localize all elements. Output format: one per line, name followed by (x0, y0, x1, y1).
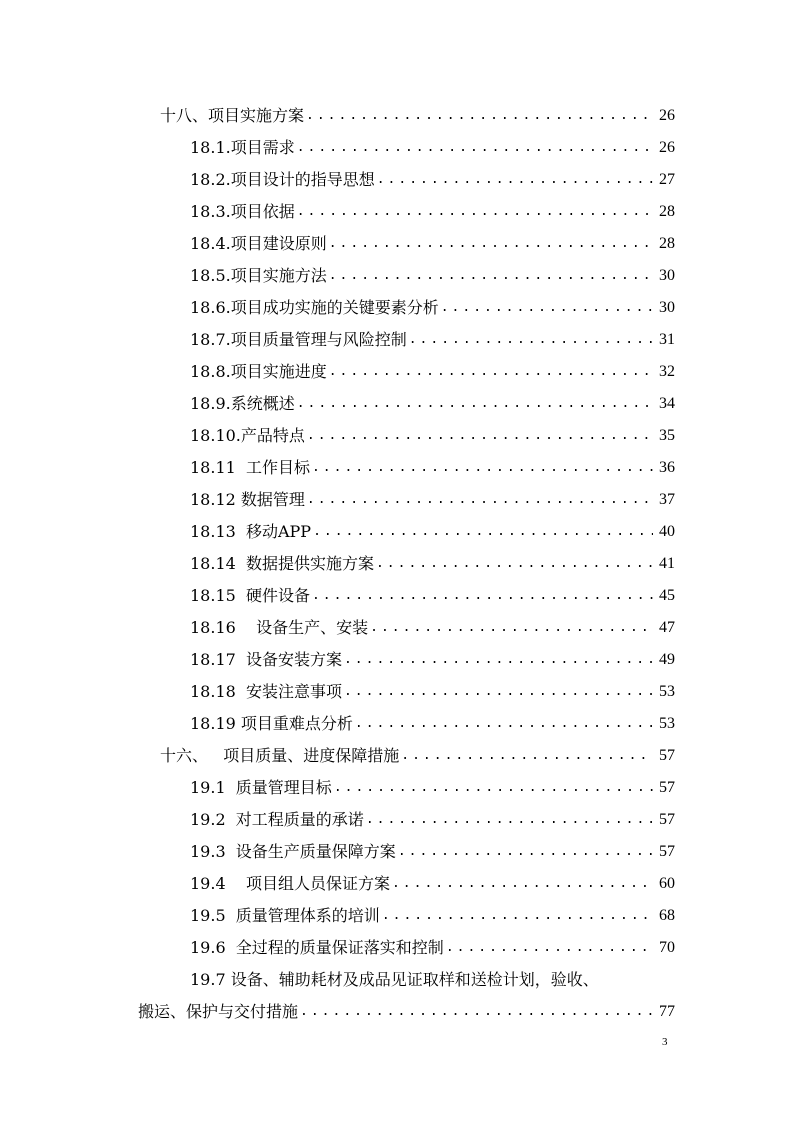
toc-entry[interactable] (160, 740, 675, 772)
toc-leader-dots (409, 324, 653, 356)
toc-entry[interactable] (190, 804, 675, 836)
toc-entry-label: 18.10.产品特点 (190, 426, 305, 445)
toc-entry-page: 68 (659, 907, 675, 924)
toc-leader-dots (297, 388, 653, 420)
toc-leader-dots (401, 740, 653, 772)
toc-entry-label: 18.14 数据提供实施方案 (190, 554, 374, 573)
toc-entry-page: 34 (659, 395, 675, 412)
toc-entry-page: 53 (659, 683, 675, 700)
toc-leader-dots (366, 804, 653, 836)
toc-entry-label: 18.4.项目建设原则 (190, 234, 327, 253)
toc-entry[interactable] (190, 164, 675, 196)
toc-entry-label: 19.3 设备生产质量保障方案 (190, 842, 396, 861)
toc-leader-dots (313, 516, 653, 548)
page-number: 3 (662, 1036, 668, 1048)
toc-entry[interactable] (190, 932, 675, 964)
toc-entry-page: 35 (659, 427, 675, 444)
toc-leader-dots (441, 292, 653, 324)
toc-entry[interactable] (190, 228, 675, 260)
toc-entry-page: 45 (659, 587, 675, 604)
toc-entry-page: 57 (659, 811, 675, 828)
toc-entry-label: 18.15 硬件设备 (190, 586, 310, 605)
toc-entry-label: 18.5.项目实施方法 (190, 266, 327, 285)
toc-entry[interactable] (190, 484, 675, 516)
toc-entry-label: 18.13 移动APP (190, 522, 312, 541)
toc-entry-label: 18.16 设备生产、安装 (190, 618, 369, 637)
toc-entry[interactable] (190, 644, 675, 676)
toc-entry[interactable] (190, 292, 675, 324)
toc-entry[interactable] (190, 708, 675, 740)
toc-leader-dots (307, 420, 653, 452)
toc-entry-label: 18.19 项目重难点分析 (190, 714, 353, 733)
toc-entry[interactable] (190, 772, 675, 804)
toc-leader-dots (355, 708, 653, 740)
toc-entry-page: 28 (659, 203, 675, 220)
toc-leader-dots (376, 548, 653, 580)
toc-entry-page: 41 (659, 555, 675, 572)
toc-entry-page: 37 (659, 491, 675, 508)
toc-entry-page: 31 (659, 331, 675, 348)
toc-entry-page: 57 (659, 779, 675, 796)
toc-entry-page: 26 (659, 139, 675, 156)
toc-entry-label: 18.17 设备安装方案 (190, 650, 342, 669)
toc-entry-page: 26 (659, 107, 675, 124)
toc-entry[interactable] (138, 996, 675, 1028)
toc-entry[interactable] (190, 900, 675, 932)
toc-entry-label: 19.6 全过程的质量保证落实和控制 (190, 938, 444, 957)
toc-entry-page: 70 (659, 939, 675, 956)
toc-entry-label: 18.3.项目依据 (190, 202, 295, 221)
toc-entry-label: 18.9.系统概述 (190, 394, 295, 413)
toc-entry[interactable] (190, 132, 675, 164)
toc-entry-label: 19.1 质量管理目标 (190, 778, 332, 797)
toc-entry-label: 18.8.项目实施进度 (190, 362, 327, 381)
toc-entry-page: 36 (659, 459, 675, 476)
toc-entry-label: 18.7.项目质量管理与风险控制 (190, 330, 407, 349)
toc-entry[interactable] (190, 836, 675, 868)
toc-entry-page: 30 (659, 299, 675, 316)
toc-entry[interactable] (190, 868, 675, 900)
toc-entry-page: 32 (659, 363, 675, 380)
toc-entry-page: 47 (659, 619, 675, 636)
toc-entry-page: 30 (659, 267, 675, 284)
toc-entry[interactable] (190, 388, 675, 420)
toc-entry-label: 18.18 安装注意事项 (190, 682, 342, 701)
toc-leader-dots (398, 836, 653, 868)
toc-entry-label: 18.2.项目设计的指导思想 (190, 170, 375, 189)
toc-entry[interactable] (190, 548, 675, 580)
toc-leader-dots (329, 228, 653, 260)
toc-entry-label-line1[interactable]: 19.7 设备、辅助耗材及成品见证取样和送检计划，验收、 (190, 970, 599, 989)
toc-entry-label: 十六、 项目质量、进度保障措施 (160, 746, 400, 765)
toc-entry[interactable] (190, 580, 675, 612)
toc-entry-label: 十八、项目实施方案 (160, 106, 305, 125)
toc-entry-page: 57 (659, 747, 675, 764)
toc-entry-label-line2: 搬运、保护与交付措施 (138, 1002, 299, 1021)
toc-entry-page: 28 (659, 235, 675, 252)
toc-entry-page: 40 (659, 523, 675, 540)
toc-entry[interactable] (190, 196, 675, 228)
toc-entry-label: 18.6.项目成功实施的关键要素分析 (190, 298, 439, 317)
toc-leader-dots (306, 100, 653, 132)
toc-entry[interactable] (190, 356, 675, 388)
toc-leader-dots (312, 580, 653, 612)
toc-entry-label: 18.1.项目需求 (190, 138, 295, 157)
toc-entry-label: 19.4 项目组人员保证方案 (190, 874, 390, 893)
toc-entry[interactable] (190, 516, 675, 548)
toc-entry-page: 57 (659, 843, 675, 860)
toc-leader-dots (312, 452, 653, 484)
toc-entry-label: 19.5 质量管理体系的培训 (190, 906, 380, 925)
toc-leader-dots (297, 196, 653, 228)
toc-leader-dots (300, 996, 653, 1028)
toc-entry[interactable] (190, 676, 675, 708)
toc-leader-dots (344, 644, 653, 676)
toc-leader-dots (382, 900, 653, 932)
toc-entry-label: 19.2 对工程质量的承诺 (190, 810, 364, 829)
toc-leader-dots (297, 132, 653, 164)
toc-entry[interactable] (190, 420, 675, 452)
toc-leader-dots (392, 868, 653, 900)
toc-leader-dots (344, 676, 653, 708)
toc-entry-label: 18.11 工作目标 (190, 458, 310, 477)
toc-entry[interactable] (190, 612, 675, 644)
toc-leader-dots (334, 772, 653, 804)
toc-leader-dots (307, 484, 653, 516)
toc-leader-dots (329, 356, 653, 388)
toc-entry[interactable] (190, 260, 675, 292)
toc-entry-page: 27 (659, 171, 675, 188)
toc-entry-label: 18.12 数据管理 (190, 490, 305, 509)
toc-entry-page: 60 (659, 875, 675, 892)
toc-entry-page: 49 (659, 651, 675, 668)
toc-leader-dots (446, 932, 653, 964)
toc-leader-dots (377, 164, 653, 196)
toc-leader-dots (329, 260, 653, 292)
toc-entry-page: 53 (659, 715, 675, 732)
toc-entry-page: 77 (659, 1003, 675, 1020)
toc-entry[interactable] (190, 452, 675, 484)
toc-entry[interactable] (160, 100, 675, 132)
toc-leader-dots (370, 612, 653, 644)
toc-entry[interactable] (190, 324, 675, 356)
